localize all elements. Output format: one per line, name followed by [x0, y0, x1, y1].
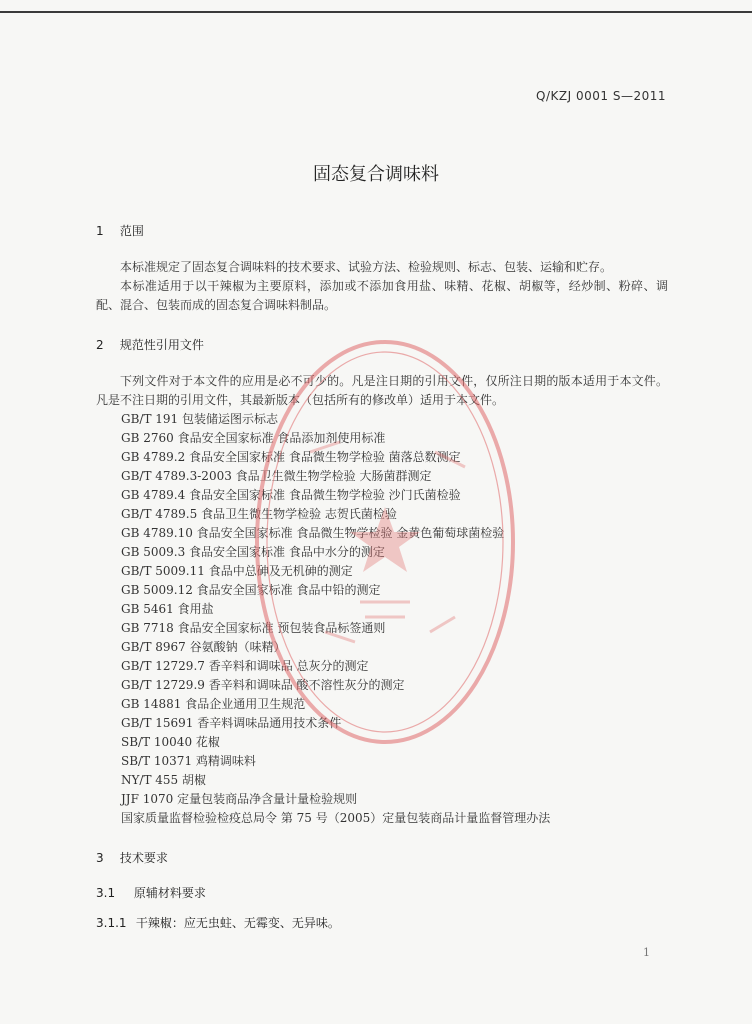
section-title: 原辅材料要求 — [133, 886, 206, 900]
reference-item: GB/T 12729.9 香辛料和调味品 酸不溶性灰分的测定 — [121, 678, 405, 692]
reference-item: GB 5461 食用盐 — [121, 602, 214, 616]
reference-item: JJF 1070 定量包装商品净含量计量检验规则 — [121, 792, 358, 806]
reference-item: GB 4789.2 食品安全国家标准 食品微生物学检验 菌落总数测定 — [121, 450, 461, 464]
section-2-heading — [96, 336, 204, 353]
reference-item: GB/T 12729.7 香辛料和调味品 总灰分的测定 — [121, 659, 369, 673]
section-number: 1 — [96, 224, 104, 238]
reference-item: GB/T 4789.3-2003 食品卫生微生物学检验 大肠菌群测定 — [121, 469, 432, 483]
reference-item: GB 2760 食品安全国家标准 食品添加剂使用标准 — [121, 431, 386, 445]
section-title: 规范性引用文件 — [119, 338, 204, 352]
reference-item: GB 4789.4 食品安全国家标准 食品微生物学检验 沙门氏菌检验 — [121, 488, 461, 502]
normative-intro-paragraph: 下列文件对于本文件的应用是必不可少的。凡是注日期的引用文件，仅所注日期的版本适用于本文件。凡是不注日期的引用文件，其最新版本（包括所有的修改单）适用于本文件。 — [96, 374, 668, 407]
section-3-1-heading — [96, 884, 206, 901]
reference-item: GB 4789.10 食品安全国家标准 食品微生物学检验 金黄色葡萄球菌检验 — [121, 526, 505, 540]
reference-item: GB/T 8967 谷氨酸钠（味精） — [121, 640, 286, 654]
scope-paragraph-2: 本标准适用于以干辣椒为主要原料，添加或不添加食用盐、味精、花椒、胡椒等，经炒制、粉碎、调配、混合、包装而成的固态复合调味料制品。 — [96, 279, 668, 312]
reference-item: SB/T 10371 鸡精调味料 — [121, 754, 256, 768]
reference-item: GB 5009.12 食品安全国家标准 食品中铅的测定 — [121, 583, 381, 597]
section-number: 3 — [96, 851, 104, 865]
section-number: 3.1 — [96, 886, 116, 900]
clause-text: 干辣椒：应无虫蛀、无霉变、无异味。 — [135, 916, 340, 930]
reference-item: GB/T 5009.11 食品中总砷及无机砷的测定 — [121, 564, 353, 578]
document-code: Q/KZJ 0001 S—2011 — [536, 89, 666, 103]
section-number: 3.1.1 — [96, 916, 127, 930]
reference-item: GB 14881 食品企业通用卫生规范 — [121, 697, 306, 711]
reference-item: GB 5009.3 食品安全国家标准 食品中水分的测定 — [121, 545, 385, 559]
document-title: 固态复合调味料 — [313, 164, 439, 185]
section-title: 范围 — [119, 224, 144, 238]
reference-item: GB 7718 食品安全国家标准 预包装食品标签通则 — [121, 621, 386, 635]
scope-paragraph-1: 本标准规定了固态复合调味料的技术要求、试验方法、检验规则、标志、包装、运输和贮存。 — [120, 260, 613, 274]
reference-item: GB/T 4789.5 食品卫生微生物学检验 志贺氏菌检验 — [121, 507, 397, 521]
reference-list — [121, 410, 681, 828]
section-title: 技术要求 — [119, 851, 168, 865]
section-number: 2 — [96, 338, 104, 352]
section-3-heading — [96, 849, 168, 866]
reference-item: GB/T 15691 香辛料调味品通用技术条件 — [121, 716, 342, 730]
page-number: 1 — [643, 946, 650, 959]
reference-item: GB/T 191 包装储运图示标志 — [121, 412, 278, 426]
reference-item: 国家质量监督检验检疫总局令 第 75 号（2005）定量包装商品计量监督管理办法 — [121, 811, 551, 825]
section-1-heading — [96, 222, 144, 239]
section-3-1-1-clause — [96, 914, 340, 931]
reference-item: NY/T 455 胡椒 — [121, 773, 207, 787]
top-rule — [0, 11, 752, 13]
reference-item: SB/T 10040 花椒 — [121, 735, 220, 749]
